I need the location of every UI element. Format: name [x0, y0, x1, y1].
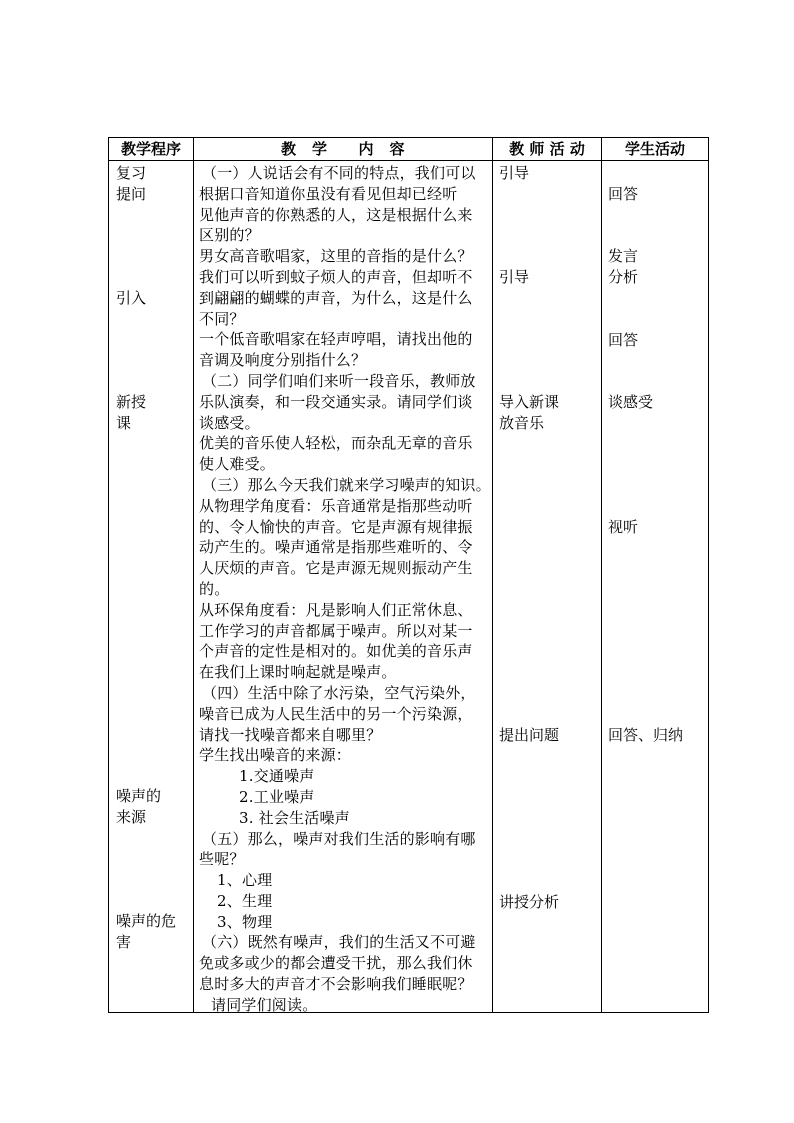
- student-activity: 发言: [608, 247, 639, 265]
- teacher-cell: [493, 161, 602, 1013]
- content-line: 工作学习的声音都属于噪声。所以对某一: [199, 621, 473, 640]
- content-line: （五）那么，噪声对我们生活的影响有哪: [202, 829, 476, 848]
- content-line: 我们可以听到蚊子烦人的声音，但却听不: [199, 267, 473, 286]
- content-line: 一个低音歌唱家在轻声哼唱，请找出他的: [199, 330, 473, 349]
- teacher-activity: 引导: [499, 268, 530, 286]
- content-line: 谈感受。: [199, 413, 260, 432]
- teacher-activity: 讲授分析: [499, 893, 560, 911]
- content-text: [199, 163, 490, 1016]
- student-cell: [602, 161, 709, 1013]
- header-student: 学生活动: [602, 138, 709, 161]
- program-label: 引入: [116, 289, 147, 307]
- student-activity: 回答: [608, 331, 639, 349]
- header-content: 教 学 内 容: [194, 138, 493, 161]
- content-line: 的、令人愉快的声音。它是声源有规律振: [199, 517, 473, 536]
- content-line: 请找一找噪音都来自哪里？: [199, 725, 382, 744]
- content-line: 学生找出噪音的来源：: [199, 746, 352, 765]
- content-line: 优美的音乐使人轻松，而杂乱无章的音乐: [199, 434, 473, 453]
- content-line: 乐队演奏，和一段交通实录。请同学们谈: [199, 392, 473, 411]
- header-teacher: 教 师 活 动: [493, 138, 602, 161]
- program-label: 新授: [116, 393, 147, 411]
- content-line: 音调及响度分别指什么？: [199, 351, 367, 370]
- program-label: 害: [116, 933, 132, 951]
- lesson-plan-table: [108, 137, 709, 1013]
- program-label: 复习: [116, 164, 147, 182]
- content-line: （一）人说话会有不同的特点，我们可以: [202, 164, 476, 182]
- content-line: 2.工业噪声: [239, 787, 315, 806]
- content-line: 的。: [199, 579, 230, 598]
- content-line: 人厌烦的声音。它是声源无规则振动产生: [199, 559, 473, 578]
- content-line: 到翩翩的蝴蝶的声音，为什么，这是什么: [199, 288, 473, 307]
- content-line: 2、生理: [217, 891, 273, 910]
- content-line: 噪音已成为人民生活中的另一个污染源，: [199, 704, 473, 723]
- teacher-activity: 导入新课: [499, 393, 560, 411]
- table-body-row: [109, 161, 709, 1013]
- content-line: （六）既然有噪声，我们的生活又不可避: [202, 933, 476, 952]
- content-line: 些呢？: [199, 850, 245, 869]
- content-line: 个声音的定性是相对的。如优美的音乐声: [199, 642, 473, 661]
- teacher-activity: 引导: [499, 164, 530, 182]
- content-line: 从环保角度看：凡是影响人们正常休息、: [199, 600, 473, 619]
- student-activity: 谈感受: [608, 393, 654, 411]
- content-line: 男女高音歌唱家，这里的音指的是什么？: [199, 247, 473, 266]
- student-activity: 视听: [608, 518, 639, 536]
- header-program: 教学程序: [109, 138, 194, 161]
- program-label: 噪声的: [116, 787, 162, 805]
- student-activity: 回答: [608, 185, 639, 203]
- content-line: 3、物理: [217, 912, 273, 931]
- student-activity: 回答、归纳: [608, 726, 684, 744]
- content-line: 息时多大的声音才不会影响我们睡眠呢？: [199, 975, 473, 994]
- content-line: 不同？: [199, 309, 245, 328]
- content-cell: [194, 161, 493, 1013]
- content-line: 使人难受。: [199, 455, 276, 474]
- content-line: （三）那么今天我们就来学习噪声的知识。: [202, 475, 491, 494]
- content-line: （四）生活中除了水污染，空气污染外，: [202, 683, 476, 702]
- content-line: 根据口音知道你虽没有看见但却已经听: [199, 184, 458, 203]
- content-line: 免或多或少的都会遭受干扰，那么我们休: [199, 954, 473, 973]
- content-line: 1.交通噪声: [239, 767, 315, 786]
- content-line: 3. 社会生活噪声: [239, 808, 350, 827]
- content-line: 请同学们阅读。: [211, 995, 318, 1014]
- content-line: 在我们上课时响起就是噪声。: [199, 663, 397, 682]
- content-line: 1、心理: [217, 871, 273, 890]
- student-activity: 分析: [608, 268, 639, 286]
- content-line: 区别的？: [199, 226, 260, 245]
- program-label: 噪声的危: [116, 912, 177, 930]
- teacher-activity: 放音乐: [499, 414, 545, 432]
- program-cell: [109, 161, 194, 1013]
- table-header-row: [109, 138, 709, 161]
- program-label: 课: [116, 414, 132, 432]
- program-label: 提问: [116, 185, 147, 203]
- program-label: 来源: [116, 808, 147, 826]
- content-line: （二）同学们咱们来听一段音乐，教师放: [202, 371, 476, 390]
- content-line: 见他声音的你熟悉的人，这是根据什么来: [199, 205, 473, 224]
- content-line: 动产生的。噪声通常是指那些难听的、令: [199, 538, 473, 557]
- content-line: 从物理学角度看：乐音通常是指那些动听: [199, 496, 473, 515]
- teacher-activity: 提出问题: [499, 726, 560, 744]
